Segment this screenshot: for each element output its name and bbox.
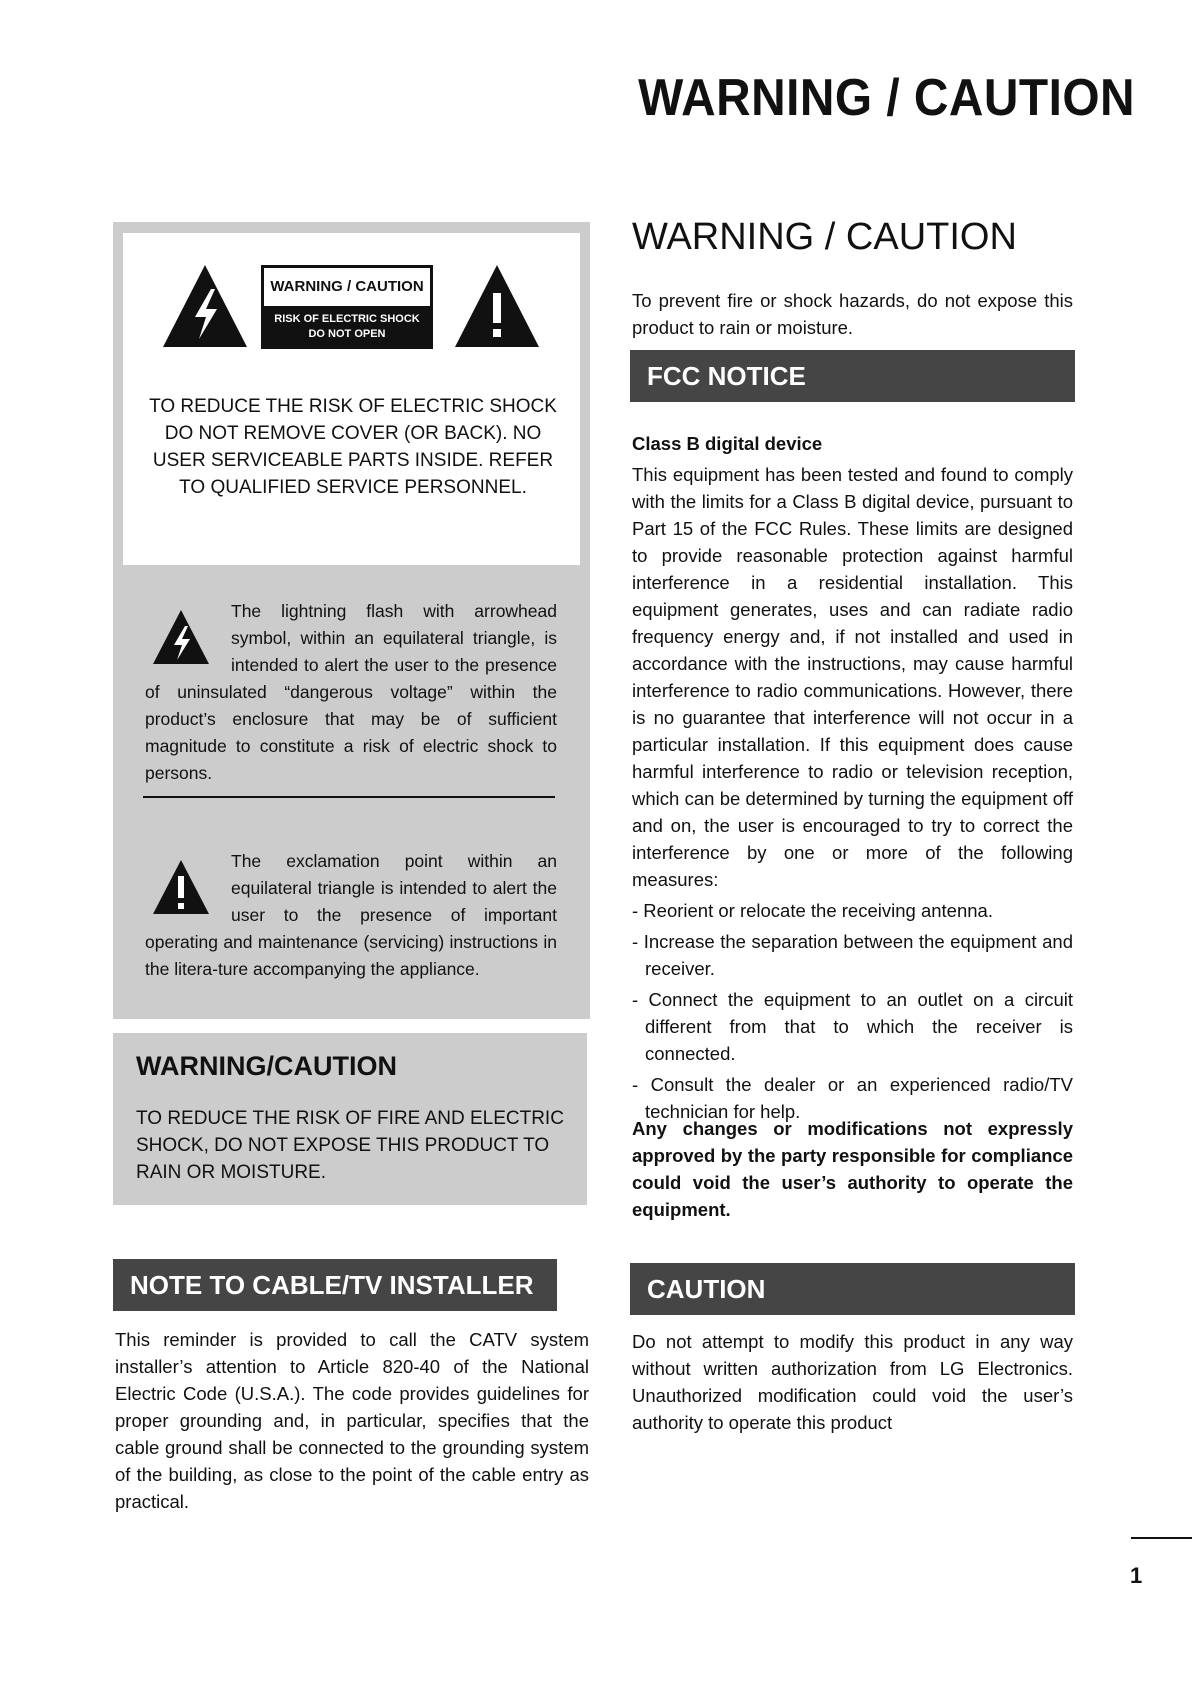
caution-heading: CAUTION xyxy=(630,1263,1075,1315)
list-item: - Connect the equipment to an outlet on a circuit different from that to which the receiver is connected. xyxy=(632,989,1073,1064)
warning-caution-box xyxy=(113,1033,587,1205)
cable-installer-text: This reminder is provided to call the CATV system installer’s attention to Article 820-40 of the National Electric Code (U.S.A.). The code provides guidelines for proper grounding and, in particular, specifies that the cable ground shall be connected to the grounding system of the building, as close to the point of the cable entry as practical. xyxy=(115,1329,589,1512)
label-bottom-line2: DO NOT OPEN xyxy=(308,328,386,340)
modifications-warning: Any changes or modifications not expressly approved by the party responsible for compliance could void the user’s authority to operate the equipment. xyxy=(632,1118,1073,1220)
lightning-explanation xyxy=(145,598,557,787)
fcc-subheading: Class B digital device xyxy=(632,433,823,454)
cable-installer-heading: NOTE TO CABLE/TV INSTALLER xyxy=(113,1259,557,1311)
warning-caution-label xyxy=(261,265,433,349)
page-number: 1 xyxy=(1130,1563,1143,1588)
lightning-triangle-icon xyxy=(161,263,249,349)
warning-symbol-row xyxy=(161,261,541,351)
intro-text: To prevent fire or shock hazards, do not expose this product to rain or moisture. xyxy=(632,290,1073,338)
exclamation-triangle-icon xyxy=(453,263,541,349)
lightning-triangle-icon xyxy=(151,608,211,668)
exclamation-explanation xyxy=(145,848,557,983)
caution-text: Do not attempt to modify this product in any way without written authorization from LG Electronics. Unauthorized modification could void the user’s authority to operate this product xyxy=(632,1331,1073,1433)
label-bottom-line1: RISK OF ELECTRIC SHOCK xyxy=(274,313,420,325)
fcc-notice-heading: FCC NOTICE xyxy=(630,350,1075,402)
fcc-notice-text: This equipment has been tested and found to comply with the limits for a Class B digital device, pursuant to Part 15 of the FCC Rules. These limits are designed to provide reasonable protection against harmful interference in a residential installation. This equipment generates, uses and can radiate radio frequency energy and, if not installed and used in accordance with the instructions, may cause harmful interference to radio communications. However, there is no guarantee that interference will not occur in a particular installation. If this equipment does cause harmful interference to radio or television reception, which can be determined by turning the equipment off and on, the user is encouraged to try to correct the interference by one or more of the following measures: xyxy=(632,464,1073,890)
label-top-text: WARNING / CAUTION xyxy=(264,268,430,306)
section-divider xyxy=(143,796,555,798)
warning-caution-text: TO REDUCE THE RISK OF FIRE AND ELECTRIC SHOCK, DO NOT EXPOSE THIS PRODUCT TO RAIN OR MOISTURE. xyxy=(136,1108,564,1183)
fcc-notice-body xyxy=(632,430,1073,1125)
symbols-inner-panel xyxy=(123,233,580,565)
exclamation-triangle-icon xyxy=(151,858,211,918)
page-title: WARNING / CAUTION xyxy=(638,69,1135,127)
list-item: - Consult the dealer or an experienced radio/TV technician for help. xyxy=(632,1074,1073,1122)
label-bottom-text xyxy=(264,306,430,342)
section-title: WARNING / CAUTION xyxy=(632,216,1017,258)
list-item: - Reorient or relocate the receiving antenna. xyxy=(632,900,993,921)
list-item: - Increase the separation between the equipment and receiver. xyxy=(632,931,1073,979)
exclamation-explanation-text: The exclamation point within an equilateral triangle is intended to alert the user to the presence of important operating and maintenance (servicing) instructions in the litera-ture accompanying the appliance. xyxy=(145,851,557,979)
fcc-measures-list xyxy=(632,897,1073,1125)
footer-rule xyxy=(1131,1537,1192,1539)
safety-symbols-panel xyxy=(113,222,590,1019)
lightning-explanation-text: The lightning flash with arrowhead symbol, within an equilateral triangle, is intended to alert the user to the presence of uninsulated “dangerous voltage” within the product’s enclosure that may be of sufficient magnitude to constitute a risk of electric shock to persons. xyxy=(145,601,557,783)
warning-caution-heading: WARNING/CAUTION xyxy=(136,1051,397,1081)
shock-warning-text: TO REDUCE THE RISK OF ELECTRIC SHOCK DO NOT REMOVE COVER (OR BACK). NO USER SERVICEABLE PARTS INSIDE. REFER TO QUALIFIED SERVICE PERSONNEL. xyxy=(149,396,557,498)
